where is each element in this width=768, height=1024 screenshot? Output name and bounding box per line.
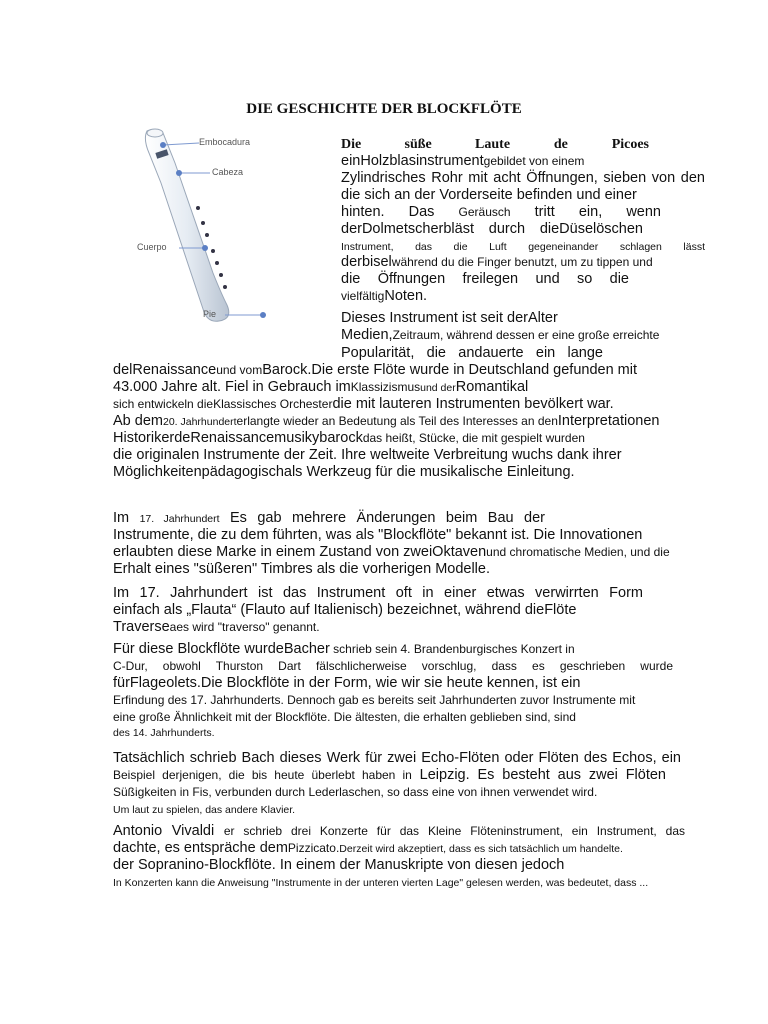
text-span: Antonio Vivaldi	[113, 823, 215, 839]
text-span: Erfindung des 17. Jahrhunderts. Dennoch gab es bereits seit Jahrhunderten zuvor Instrumente mit	[113, 693, 636, 707]
text-span: Interpretationen	[557, 413, 660, 429]
text-line	[113, 874, 648, 892]
text-span: Es besteht aus zwei Flöten	[477, 767, 667, 783]
text-span: Zylindrisches Rohr mit acht Öffnungen, sieben von den	[341, 170, 705, 186]
text-line	[341, 187, 637, 204]
text-span: Klassizismus	[350, 380, 421, 394]
text-span: erlangte wieder an Bedeutung als Teil des Interesses an den	[236, 414, 558, 428]
text-span: er schrieb drei Konzerte für das Kleine Flöteninstrument, ein Instrument, das	[223, 824, 685, 838]
text-line	[113, 857, 564, 874]
text-line	[113, 767, 666, 784]
text-span: das heißt, Stücke, die mit gespielt wurden	[362, 431, 585, 445]
text-span: Picoes	[611, 137, 650, 152]
text-span: Möglichkeitenpädagogischals Werkzeug für die musikalische Einleitung.	[113, 464, 575, 480]
text-span: die Öffnungen freilegen und so die	[341, 271, 629, 287]
text-line	[113, 362, 637, 379]
text-span: während du die Finger benutzt, um zu tippen und	[391, 255, 653, 269]
text-line	[113, 510, 545, 528]
text-line	[113, 602, 576, 619]
text-span: Dieses Instrument ist seit derAlter	[341, 310, 558, 326]
text-line	[113, 675, 580, 692]
text-line	[341, 327, 659, 344]
text-line	[113, 585, 643, 602]
text-span: Instrument, das die Luft gegeneinander schlagen lässt	[341, 241, 705, 253]
text-span: de	[553, 137, 568, 152]
text-line	[341, 153, 584, 170]
text-span: gebildet von einem	[483, 154, 585, 168]
text-span: einHolzblasinstrument	[341, 153, 484, 169]
text-line	[341, 310, 558, 327]
text-span: Geräusch	[458, 205, 511, 219]
text-line	[341, 271, 629, 288]
text-line	[113, 692, 635, 709]
text-line	[113, 561, 490, 578]
text-span: und vom	[216, 363, 263, 377]
text-line	[113, 379, 528, 397]
recorder-figure	[115, 123, 340, 333]
text-span: HistorikerdeRenaissancemusikybarock	[113, 430, 363, 446]
text-line	[113, 750, 681, 767]
text-span: Ab dem	[113, 413, 163, 429]
text-span: des 14. Jahrhunderts.	[113, 727, 215, 739]
text-span: 17. Jahrhundert	[139, 513, 220, 525]
text-line	[113, 527, 642, 544]
text-line	[113, 784, 597, 801]
text-span: Medien,	[341, 327, 393, 343]
text-line	[341, 254, 653, 271]
text-span: Es gab mehrere Änderungen beim Bau der	[230, 510, 545, 526]
text-line	[113, 464, 575, 481]
text-line	[341, 288, 427, 305]
text-span: Derzeit wird akzeptiert, dass es sich tatsächlich um handelte.	[339, 843, 623, 855]
text-span: Tatsächlich schrieb Bach dieses Werk für zwei Echo-Flöten oder Flöten des Echos, ein	[113, 750, 681, 766]
text-span: Im	[113, 510, 130, 526]
text-span: die originalen Instrumente der Zeit. Ihre weltweite Verbreitung wuchs dank ihrer	[113, 447, 622, 463]
text-line	[113, 544, 670, 561]
text-span: vielfältig	[341, 289, 385, 303]
document-title: DIE GESCHICHTE DER BLOCKFLÖTE	[246, 101, 522, 117]
text-line	[113, 413, 659, 431]
text-span: und chromatische Medien, und die	[486, 545, 670, 559]
text-span: Zeitraum, während dessen er eine große erreichte	[392, 328, 660, 342]
text-span: Romantikal	[455, 379, 529, 395]
text-line	[113, 396, 614, 413]
text-line	[113, 801, 295, 819]
text-span: tritt ein, wenn	[534, 204, 661, 220]
text-span: fürFlageolets.Die Blockflöte in der Form, wie wir sie heute kennen, ist ein	[113, 675, 581, 691]
text-line	[113, 724, 215, 742]
text-line	[113, 641, 575, 658]
recorder-illustration	[115, 123, 340, 333]
text-span: derbisel	[341, 254, 392, 270]
text-span: Beispiel derjenigen, die bis heute überlebt haben in	[113, 768, 412, 782]
figure-label-pie: Pie	[203, 309, 217, 319]
text-line	[341, 204, 661, 221]
text-line	[341, 345, 603, 362]
text-span: Barock.Die erste Flöte wurde in Deutschland gefunden mit	[262, 362, 637, 378]
text-span: eine große Ähnlichkeit mit der Blockflöte. Die ältesten, die erhalten geblieben sind, sind	[113, 710, 576, 724]
text-span: einfach als „Flauta“ (Flauto auf Italienisch) bezeichnet, während dieFlöte	[113, 602, 577, 618]
text-line	[113, 823, 685, 840]
text-span: aes wird "traverso" genannt.	[169, 620, 320, 634]
text-line	[341, 221, 643, 238]
text-span: Noten.	[384, 288, 428, 304]
text-span: In Konzerten kann die Anweisung "Instrumente in der unteren vierten Lage" gelesen werden, was bedeutet, dass ...	[113, 877, 649, 889]
text-span: Im 17. Jahrhundert ist das Instrument oft in einer etwas verwirrten Form	[113, 585, 643, 601]
text-span: erlaubten diese Marke in einem Zustand von zwei	[113, 544, 433, 560]
text-span: Leipzig.	[419, 767, 470, 783]
text-span: und der	[420, 382, 456, 394]
text-span: schrieb sein 4. Brandenburgisches Konzert in	[329, 642, 575, 656]
text-span: Erhalt eines "süßeren" Timbres als die vorherigen Modelle.	[113, 561, 490, 577]
text-span: Um laut zu spielen, das andere Klavier.	[113, 804, 296, 816]
text-span: 20. Jahrhundert	[162, 416, 237, 428]
text-line	[113, 840, 623, 858]
text-span: Traverse	[113, 619, 170, 635]
figure-label-embocadura: Embocadura	[199, 137, 251, 147]
text-line	[341, 136, 649, 153]
text-span: Klassisches Orchester	[213, 397, 333, 411]
text-span: der Sopranino-Blockflöte. In einem der Manuskripte von diesen jedoch	[113, 857, 565, 873]
text-span: die mit lauteren Instrumenten bevölkert war.	[332, 396, 614, 412]
text-span: C-Dur, obwohl Thurston Dart fälschlicherweise vorschlug, dass es geschrieben wurde	[113, 659, 673, 673]
text-line	[113, 447, 622, 464]
text-line	[341, 170, 705, 187]
text-span: 43.000 Jahre alt. Fiel in Gebrauch im	[113, 379, 351, 395]
text-span: Die süße Laute	[341, 137, 511, 152]
text-span: derDolmetscherbläst durch dieDüselöschen	[341, 221, 643, 237]
text-line	[113, 430, 585, 447]
text-line	[113, 619, 320, 636]
text-span: sich entwickeln die	[113, 397, 214, 411]
figure-label-cuerpo: Cuerpo	[137, 242, 167, 252]
text-span: Popularität, die andauerte ein lange	[341, 345, 603, 361]
text-span: Oktaven	[432, 544, 487, 560]
text-span: dachte, es entspräche dem	[113, 840, 288, 856]
text-span: hinten. Das	[341, 204, 435, 220]
text-span: delRenaissance	[113, 362, 217, 378]
text-span: Pizzicato.	[287, 841, 340, 855]
text-span: Für diese Blockflöte wurdeBacher	[113, 641, 330, 657]
text-span: Instrumente, die zu dem führten, was als "Blockflöte" bekannt ist. Die Innovationen	[113, 527, 643, 543]
figure-label-cabeza: Cabeza	[212, 167, 244, 177]
text-line	[113, 658, 673, 675]
text-span: Süßigkeiten in Fis, verbunden durch Lederlaschen, so dass eine von ihnen verwendet wird.	[113, 785, 598, 799]
text-span: die sich an der Vorderseite befinden und einer	[341, 187, 637, 203]
